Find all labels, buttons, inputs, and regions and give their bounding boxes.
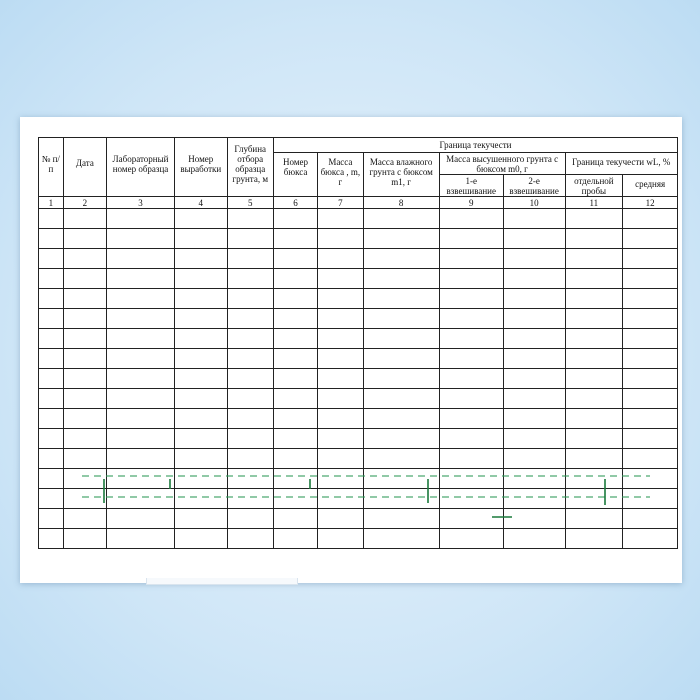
header-sampling-depth: Глубина отбора образца грунта, м [227,138,273,197]
table-cell[interactable] [363,309,439,329]
table-cell[interactable] [273,209,317,229]
table-cell[interactable] [63,269,106,289]
table-cell[interactable] [623,529,678,549]
table-cell[interactable] [39,529,64,549]
table-cell[interactable] [175,309,228,329]
table-cell[interactable] [227,449,273,469]
table-row [39,429,678,449]
column-number: 6 [273,197,317,209]
table-cell[interactable] [318,469,363,489]
table-cell[interactable] [63,249,106,269]
table-cell[interactable] [565,349,623,369]
header-lab-sample-number: Лабораторный номер образца [107,138,175,197]
column-number: 2 [63,197,106,209]
header-dried-soil-mass-group: Масса высушенного грунта с бюксом m0, г [439,153,565,175]
table-row [39,409,678,429]
table-cell[interactable] [439,509,503,529]
table-cell[interactable] [63,489,106,509]
table-cell[interactable] [565,469,623,489]
table-cell[interactable] [273,529,317,549]
table-cell[interactable] [623,449,678,469]
table-cell[interactable] [503,469,565,489]
table-cell[interactable] [318,429,363,449]
table-cell[interactable] [107,429,175,449]
table-cell[interactable] [363,409,439,429]
table-cell[interactable] [439,209,503,229]
table-row [39,229,678,249]
table-cell[interactable] [39,309,64,329]
header-wet-soil-mass: Масса влажного грунта с бюксом m1, г [363,153,439,197]
header-first-weighing: 1-е взвешивание [439,175,503,197]
table-cell[interactable] [273,489,317,509]
table-cell[interactable] [503,209,565,229]
table-cell[interactable] [63,289,106,309]
table-row [39,249,678,269]
table-cell[interactable] [439,309,503,329]
table-cell[interactable] [318,389,363,409]
column-number: 12 [623,197,678,209]
table-cell[interactable] [565,429,623,449]
table-cell[interactable] [227,229,273,249]
table-cell[interactable] [107,349,175,369]
table-row [39,449,678,469]
table-cell[interactable] [107,329,175,349]
table-row [39,369,678,389]
table-cell[interactable] [623,509,678,529]
table-cell[interactable] [227,529,273,549]
table-cell[interactable] [39,329,64,349]
table-cell[interactable] [107,209,175,229]
table-cell[interactable] [175,509,228,529]
table-cell[interactable] [503,229,565,249]
table-cell[interactable] [503,509,565,529]
table-cell[interactable] [227,269,273,289]
table-cell[interactable] [227,209,273,229]
table-cell[interactable] [318,349,363,369]
table-cell[interactable] [175,289,228,309]
table-cell[interactable] [273,389,317,409]
table-cell[interactable] [318,529,363,549]
table-cell[interactable] [439,529,503,549]
table-cell[interactable] [623,389,678,409]
table-row [39,469,678,489]
table-cell[interactable] [227,309,273,329]
table-cell[interactable] [439,389,503,409]
header-date: Дата [63,138,106,197]
table-cell[interactable] [175,349,228,369]
table-cell[interactable] [439,329,503,349]
table-row [39,529,678,549]
table-cell[interactable] [227,349,273,369]
table-cell[interactable] [175,389,228,409]
table-cell[interactable] [503,449,565,469]
table-cell[interactable] [273,369,317,389]
table-cell[interactable] [273,229,317,249]
table-cell[interactable] [63,429,106,449]
table-cell[interactable] [39,509,64,529]
table-cell[interactable] [363,389,439,409]
table-cell[interactable] [63,209,106,229]
table-cell[interactable] [363,209,439,229]
table-cell[interactable] [318,249,363,269]
table-cell[interactable] [439,369,503,389]
table-cell[interactable] [318,369,363,389]
form-sheet [20,117,682,583]
column-number-row [39,197,678,209]
table-cell[interactable] [503,249,565,269]
table-cell[interactable] [318,509,363,529]
table-cell[interactable] [439,269,503,289]
table-cell[interactable] [227,389,273,409]
table-cell[interactable] [273,309,317,329]
table-cell[interactable] [227,329,273,349]
table-cell[interactable] [439,409,503,429]
table-cell[interactable] [318,309,363,329]
table-cell[interactable] [439,489,503,509]
table-row [39,289,678,309]
table-row [39,389,678,409]
table-cell[interactable] [63,449,106,469]
table-cell[interactable] [439,289,503,309]
table-cell[interactable] [273,469,317,489]
table-cell[interactable] [175,409,228,429]
table-cell[interactable] [39,409,64,429]
column-number: 1 [39,197,64,209]
table-cell[interactable] [503,309,565,329]
table-cell[interactable] [39,449,64,469]
table-row [39,209,678,229]
table-cell[interactable] [107,289,175,309]
table-cell[interactable] [439,349,503,369]
header-tin-mass: Масса бюкса , m, г [318,153,363,197]
table-cell[interactable] [273,289,317,309]
table-cell[interactable] [503,429,565,449]
table-cell[interactable] [39,489,64,509]
table-cell[interactable] [503,369,565,389]
table-cell[interactable] [503,489,565,509]
table-cell[interactable] [363,229,439,249]
table-cell[interactable] [503,349,565,369]
table-row [39,509,678,529]
liquid-limit-table [38,137,678,549]
table-cell[interactable] [565,209,623,229]
table-cell[interactable] [565,529,623,549]
table-cell[interactable] [273,449,317,469]
table-cell[interactable] [318,489,363,509]
table-cell[interactable] [318,209,363,229]
table-cell[interactable] [623,409,678,429]
header-excavation-number: Номер выработки [175,138,228,197]
table-cell[interactable] [227,289,273,309]
table-cell[interactable] [363,369,439,389]
table-cell[interactable] [503,529,565,549]
table-cell[interactable] [63,329,106,349]
table-cell[interactable] [623,209,678,229]
table-cell[interactable] [565,409,623,429]
table-cell[interactable] [363,469,439,489]
table-row [39,269,678,289]
table-cell[interactable] [39,289,64,309]
table-cell[interactable] [503,269,565,289]
table-cell[interactable] [63,409,106,429]
table-cell[interactable] [63,469,106,489]
table-cell[interactable] [565,229,623,249]
table-cell[interactable] [363,509,439,529]
table-cell[interactable] [107,509,175,529]
header-liquid-limit-group: Граница текучести [273,138,677,153]
table-cell[interactable] [439,449,503,469]
table-cell[interactable] [318,229,363,249]
table-cell[interactable] [273,329,317,349]
table-cell[interactable] [565,289,623,309]
table-cell[interactable] [39,349,64,369]
table-cell[interactable] [503,329,565,349]
table-cell[interactable] [623,309,678,329]
table-cell[interactable] [623,349,678,369]
table-cell[interactable] [107,249,175,269]
table-cell[interactable] [63,529,106,549]
table-cell[interactable] [503,389,565,409]
table-cell[interactable] [439,229,503,249]
table-row [39,349,678,369]
column-number: 4 [175,197,228,209]
table-cell[interactable] [439,429,503,449]
table-cell[interactable] [363,249,439,269]
table-cell[interactable] [107,529,175,549]
table-cell[interactable] [175,429,228,449]
table-cell[interactable] [503,289,565,309]
table-cell[interactable] [39,429,64,449]
table-cell[interactable] [107,229,175,249]
table-cell[interactable] [227,249,273,269]
table-cell[interactable] [565,489,623,509]
table-cell[interactable] [318,329,363,349]
table-cell[interactable] [175,249,228,269]
table-cell[interactable] [565,389,623,409]
table-cell[interactable] [39,249,64,269]
table-cell[interactable] [63,509,106,529]
table-cell[interactable] [439,469,503,489]
table-cell[interactable] [565,509,623,529]
table-cell[interactable] [318,289,363,309]
table-cell[interactable] [318,409,363,429]
table-cell[interactable] [363,429,439,449]
table-cell[interactable] [227,429,273,449]
header-row-number: № п/п [39,138,64,197]
table-cell[interactable] [107,369,175,389]
table-cell[interactable] [39,469,64,489]
table-cell[interactable] [623,369,678,389]
table-cell[interactable] [63,369,106,389]
table-cell[interactable] [227,509,273,529]
table-cell[interactable] [107,389,175,409]
table-cell[interactable] [363,489,439,509]
table-cell[interactable] [175,209,228,229]
table-cell[interactable] [363,269,439,289]
table-cell[interactable] [623,229,678,249]
table-cell[interactable] [273,409,317,429]
table-cell[interactable] [107,489,175,509]
table-cell[interactable] [227,409,273,429]
table-cell[interactable] [39,269,64,289]
table-cell[interactable] [227,369,273,389]
table-cell[interactable] [63,229,106,249]
column-number: 8 [363,197,439,209]
table-cell[interactable] [623,489,678,509]
table-cell[interactable] [107,449,175,469]
table-cell[interactable] [175,489,228,509]
column-number: 11 [565,197,623,209]
table-cell[interactable] [565,449,623,469]
table-cell[interactable] [273,509,317,529]
table-cell[interactable] [318,269,363,289]
column-number: 5 [227,197,273,209]
table-row [39,489,678,509]
table-cell[interactable] [565,269,623,289]
table-cell[interactable] [39,369,64,389]
table-cell[interactable] [227,469,273,489]
table-cell[interactable] [107,269,175,289]
table-cell[interactable] [439,249,503,269]
table-cell[interactable] [565,249,623,269]
table-cell[interactable] [175,329,228,349]
table-cell[interactable] [565,309,623,329]
table-cell[interactable] [623,289,678,309]
table-cell[interactable] [39,389,64,409]
table-cell[interactable] [107,469,175,489]
table-cell[interactable] [623,469,678,489]
column-number: 3 [107,197,175,209]
table-cell[interactable] [273,269,317,289]
table-cell[interactable] [63,389,106,409]
column-number: 9 [439,197,503,209]
table-cell[interactable] [503,409,565,429]
table-cell[interactable] [273,429,317,449]
table-cell[interactable] [363,349,439,369]
table-cell[interactable] [39,229,64,249]
table-row [39,309,678,329]
table-cell[interactable] [363,449,439,469]
table-cell[interactable] [227,489,273,509]
table-cell[interactable] [623,429,678,449]
header-liquid-limit-percent-group: Граница текучести wL, % [565,153,678,175]
table-cell[interactable] [363,329,439,349]
header-second-weighing: 2-е взвешивание [503,175,565,197]
table-cell[interactable] [623,249,678,269]
header-single-sample: отдельной пробы [565,175,623,197]
data-rows [39,209,678,549]
header-tin-number: Номер бюкса [273,153,317,197]
table-cell[interactable] [175,529,228,549]
table-cell[interactable] [175,369,228,389]
table-cell[interactable] [273,349,317,369]
table-cell[interactable] [273,249,317,269]
bottom-tab-strip [146,578,298,585]
table-cell[interactable] [565,369,623,389]
column-number: 10 [503,197,565,209]
form-table-wrap [38,137,678,549]
table-cell[interactable] [107,309,175,329]
column-number: 7 [318,197,363,209]
table-cell[interactable] [623,329,678,349]
table-cell[interactable] [565,329,623,349]
table-cell[interactable] [39,209,64,229]
table-cell[interactable] [175,269,228,289]
header-average: средняя [623,175,678,197]
table-cell[interactable] [63,349,106,369]
table-cell[interactable] [318,449,363,469]
table-cell[interactable] [623,269,678,289]
table-row [39,329,678,349]
table-cell[interactable] [63,309,106,329]
table-cell[interactable] [175,229,228,249]
table-cell[interactable] [363,289,439,309]
table-cell[interactable] [175,469,228,489]
table-cell[interactable] [107,409,175,429]
table-cell[interactable] [363,529,439,549]
table-cell[interactable] [175,449,228,469]
